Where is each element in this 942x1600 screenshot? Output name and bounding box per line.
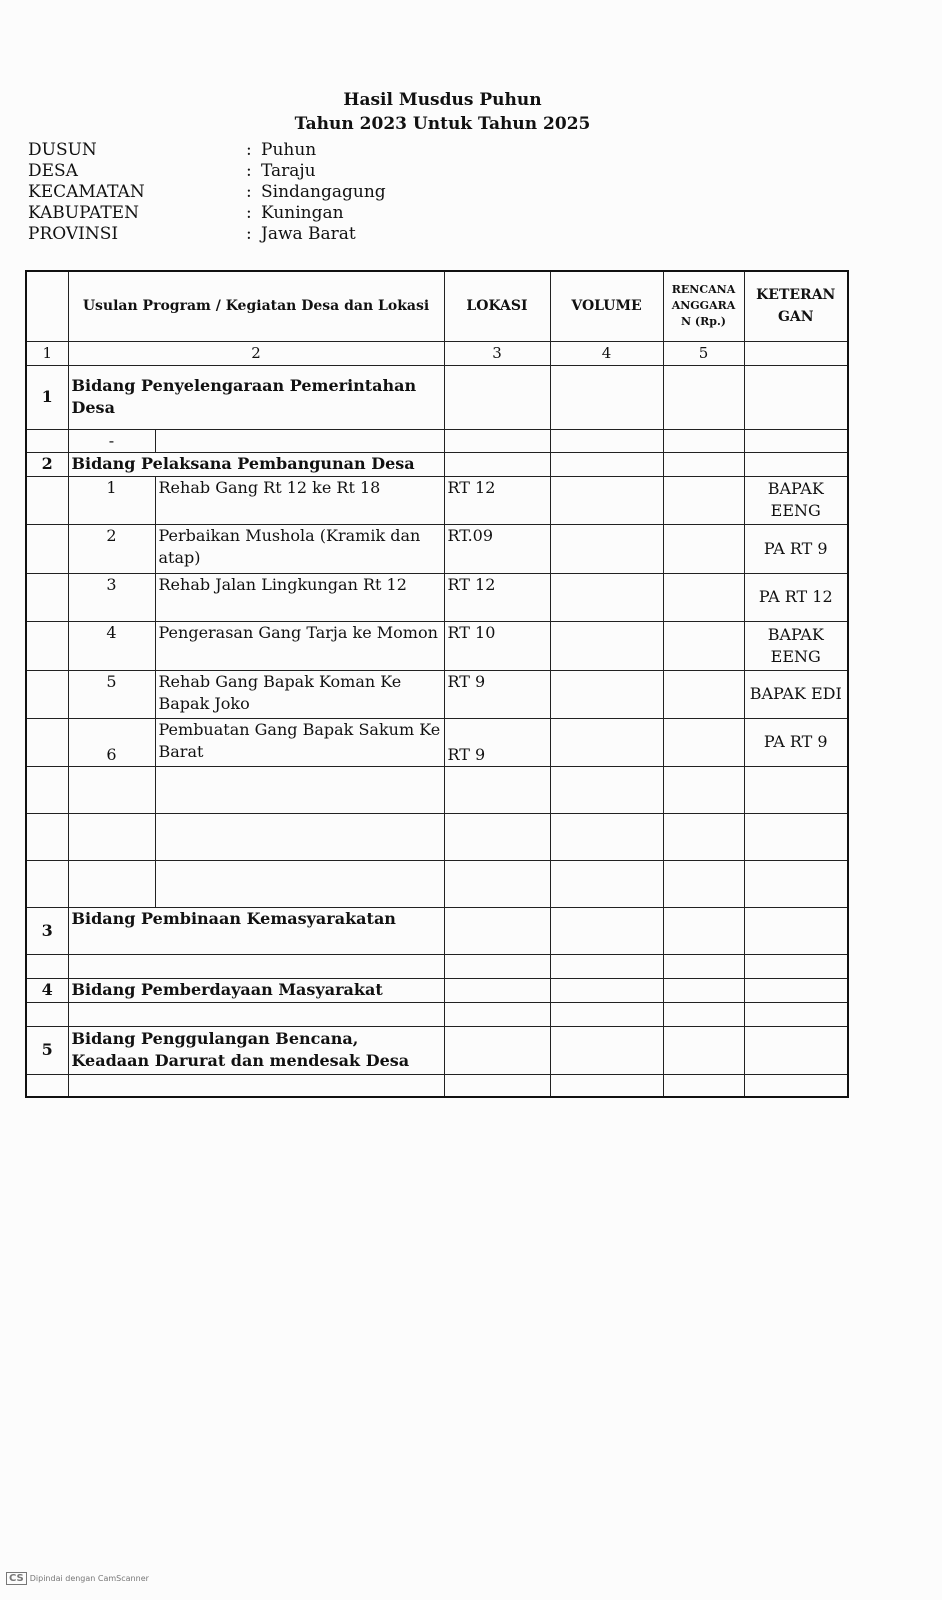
empty-row — [26, 1002, 848, 1026]
item-lokasi: RT 9 — [444, 718, 550, 766]
empty-cell — [663, 813, 744, 860]
table-row — [26, 670, 848, 718]
table-row — [26, 573, 848, 621]
empty-cell — [68, 1074, 444, 1097]
empty-cell — [550, 766, 663, 813]
header-program: Usulan Program / Kegiatan Desa dan Lokasi — [68, 271, 444, 341]
item-kegiatan: Pengerasan Gang Tarja ke Momon — [155, 621, 444, 670]
item-keterangan: BAPAK EENG — [744, 476, 848, 524]
empty-cell — [550, 1074, 663, 1097]
empty-cell — [26, 766, 68, 813]
header-volume: VOLUME — [550, 271, 663, 341]
col-number — [744, 341, 848, 365]
info-value: Sindangagung — [261, 182, 386, 202]
empty-cell — [155, 766, 444, 813]
item-number: 1 — [68, 476, 155, 524]
table-header-row — [26, 271, 848, 341]
item-lokasi: RT 10 — [444, 621, 550, 670]
col-number: 1 — [26, 341, 68, 365]
bidang-name: Bidang Penggulangan Bencana, Keadaan Darurat dan mendesak Desa — [68, 1026, 444, 1074]
info-key: KECAMATAN — [28, 182, 145, 202]
empty-cell — [663, 1026, 744, 1074]
empty-cell — [155, 813, 444, 860]
dash-cell: - — [68, 429, 155, 452]
document-title-line2: Tahun 2023 Untuk Tahun 2025 — [294, 114, 591, 134]
empty-cell — [444, 954, 550, 978]
empty-cell — [550, 813, 663, 860]
empty-cell — [550, 452, 663, 476]
empty-cell — [663, 1074, 744, 1097]
empty-cell — [68, 766, 155, 813]
empty-cell — [26, 718, 68, 766]
empty-cell — [550, 429, 663, 452]
item-lokasi: RT 12 — [444, 573, 550, 621]
empty-cell — [744, 1026, 848, 1074]
bidang-name: Bidang Pembinaan Kemasyarakatan — [68, 907, 444, 954]
bidang-name: Bidang Pelaksana Pembangunan Desa — [68, 452, 444, 476]
empty-cell — [444, 766, 550, 813]
empty-cell — [26, 429, 68, 452]
info-key: DESA — [28, 161, 78, 181]
empty-cell — [550, 954, 663, 978]
empty-cell — [663, 365, 744, 429]
empty-row — [26, 860, 848, 907]
item-number: 5 — [68, 670, 155, 718]
empty-cell — [663, 907, 744, 954]
bidang-row — [26, 907, 848, 954]
table-row — [26, 429, 848, 452]
empty-row — [26, 813, 848, 860]
item-keterangan: PA RT 9 — [744, 524, 848, 573]
item-lokasi: RT.09 — [444, 524, 550, 573]
empty-cell — [444, 978, 550, 1002]
empty-cell — [663, 524, 744, 573]
header-no — [26, 271, 68, 341]
info-value: Jawa Barat — [261, 224, 356, 244]
empty-cell — [663, 573, 744, 621]
item-number: 3 — [68, 573, 155, 621]
empty-cell — [744, 978, 848, 1002]
item-kegiatan: Rehab Gang Rt 12 ke Rt 18 — [155, 476, 444, 524]
empty-cell — [26, 670, 68, 718]
empty-cell — [550, 621, 663, 670]
item-lokasi: RT 12 — [444, 476, 550, 524]
empty-cell — [744, 1002, 848, 1026]
item-keterangan: BAPAK EENG — [744, 621, 848, 670]
info-key: KABUPATEN — [28, 203, 139, 223]
col-number: 2 — [68, 341, 444, 365]
empty-cell — [26, 860, 68, 907]
table-row — [26, 524, 848, 573]
column-number-row — [26, 341, 848, 365]
empty-cell — [444, 907, 550, 954]
item-number: 4 — [68, 621, 155, 670]
empty-cell — [26, 524, 68, 573]
info-key: PROVINSI — [28, 224, 119, 244]
item-number: 2 — [68, 524, 155, 573]
empty-cell — [550, 365, 663, 429]
empty-cell — [663, 476, 744, 524]
empty-cell — [444, 365, 550, 429]
bidang-row — [26, 978, 848, 1002]
bidang-number: 5 — [26, 1026, 68, 1074]
bidang-row — [26, 365, 848, 429]
empty-cell — [744, 907, 848, 954]
empty-cell — [744, 813, 848, 860]
item-kegiatan: Rehab Jalan Lingkungan Rt 12 — [155, 573, 444, 621]
table-row — [26, 718, 848, 766]
empty-cell — [663, 860, 744, 907]
header-keterangan: KETERAN GAN — [744, 271, 848, 341]
empty-cell — [550, 860, 663, 907]
empty-cell — [663, 954, 744, 978]
empty-cell — [444, 813, 550, 860]
bidang-row — [26, 1026, 848, 1074]
scanner-watermark — [6, 1572, 149, 1585]
item-kegiatan: Pembuatan Gang Bapak Sakum Ke Barat — [155, 718, 444, 766]
empty-cell — [550, 978, 663, 1002]
col-number: 3 — [444, 341, 550, 365]
empty-cell — [744, 954, 848, 978]
item-kegiatan: Perbaikan Mushola (Kramik dan atap) — [155, 524, 444, 573]
info-sep: : — [246, 224, 252, 244]
empty-cell — [663, 766, 744, 813]
header-lokasi: LOKASI — [444, 271, 550, 341]
empty-cell — [744, 452, 848, 476]
col-number: 5 — [663, 341, 744, 365]
empty-cell — [550, 907, 663, 954]
empty-cell — [744, 1074, 848, 1097]
empty-cell — [663, 1002, 744, 1026]
empty-cell — [550, 573, 663, 621]
camscanner-logo: CS — [6, 1572, 27, 1585]
program-table — [25, 270, 849, 1098]
empty-row — [26, 1074, 848, 1097]
info-value: Kuningan — [261, 203, 344, 223]
empty-cell — [663, 670, 744, 718]
empty-cell — [550, 1026, 663, 1074]
empty-cell — [663, 621, 744, 670]
info-key: DUSUN — [28, 140, 97, 160]
empty-cell — [444, 452, 550, 476]
empty-cell — [444, 860, 550, 907]
empty-cell — [68, 954, 444, 978]
empty-cell — [663, 718, 744, 766]
info-sep: : — [246, 161, 252, 181]
empty-cell — [26, 573, 68, 621]
item-number: 6 — [68, 718, 155, 766]
empty-cell — [155, 860, 444, 907]
empty-cell — [68, 813, 155, 860]
empty-cell — [744, 860, 848, 907]
bidang-number: 1 — [26, 365, 68, 429]
bidang-number: 2 — [26, 452, 68, 476]
header-rencana-anggaran: RENCANA ANGGARA N (Rp.) — [663, 271, 744, 341]
empty-cell — [744, 365, 848, 429]
empty-cell — [26, 621, 68, 670]
empty-cell — [444, 1074, 550, 1097]
empty-cell — [663, 429, 744, 452]
bidang-number: 4 — [26, 978, 68, 1002]
info-value: Taraju — [261, 161, 316, 181]
empty-cell — [550, 476, 663, 524]
watermark-text: Dipindai dengan CamScanner — [29, 1574, 149, 1583]
item-keterangan: BAPAK EDI — [744, 670, 848, 718]
empty-cell — [68, 1002, 444, 1026]
item-keterangan: PA RT 12 — [744, 573, 848, 621]
empty-cell — [550, 1002, 663, 1026]
item-kegiatan: Rehab Gang Bapak Koman Ke Bapak Joko — [155, 670, 444, 718]
empty-cell — [550, 670, 663, 718]
info-sep: : — [246, 182, 252, 202]
bidang-number: 3 — [26, 907, 68, 954]
empty-cell — [550, 524, 663, 573]
empty-cell — [744, 429, 848, 452]
bidang-name: Bidang Pemberdayaan Masyarakat — [68, 978, 444, 1002]
empty-row — [26, 954, 848, 978]
document-title-line1: Hasil Musdus Puhun — [343, 90, 542, 110]
empty-cell — [26, 476, 68, 524]
bidang-name: Bidang Penyelengaraan Pemerintahan Desa — [68, 365, 444, 429]
empty-cell — [444, 1002, 550, 1026]
info-value: Puhun — [261, 140, 317, 160]
empty-cell — [26, 1074, 68, 1097]
item-keterangan: PA RT 9 — [744, 718, 848, 766]
table-row — [26, 476, 848, 524]
col-number: 4 — [550, 341, 663, 365]
empty-cell — [444, 1026, 550, 1074]
empty-cell — [444, 429, 550, 452]
empty-cell — [744, 766, 848, 813]
empty-cell — [26, 1002, 68, 1026]
empty-cell — [663, 978, 744, 1002]
empty-cell — [26, 813, 68, 860]
info-sep: : — [246, 140, 252, 160]
empty-cell — [663, 452, 744, 476]
empty-row — [26, 766, 848, 813]
item-lokasi: RT 9 — [444, 670, 550, 718]
empty-cell — [550, 718, 663, 766]
empty-cell — [26, 954, 68, 978]
empty-cell — [155, 429, 444, 452]
empty-cell — [68, 860, 155, 907]
info-sep: : — [246, 203, 252, 223]
table-row — [26, 621, 848, 670]
bidang-row — [26, 452, 848, 476]
